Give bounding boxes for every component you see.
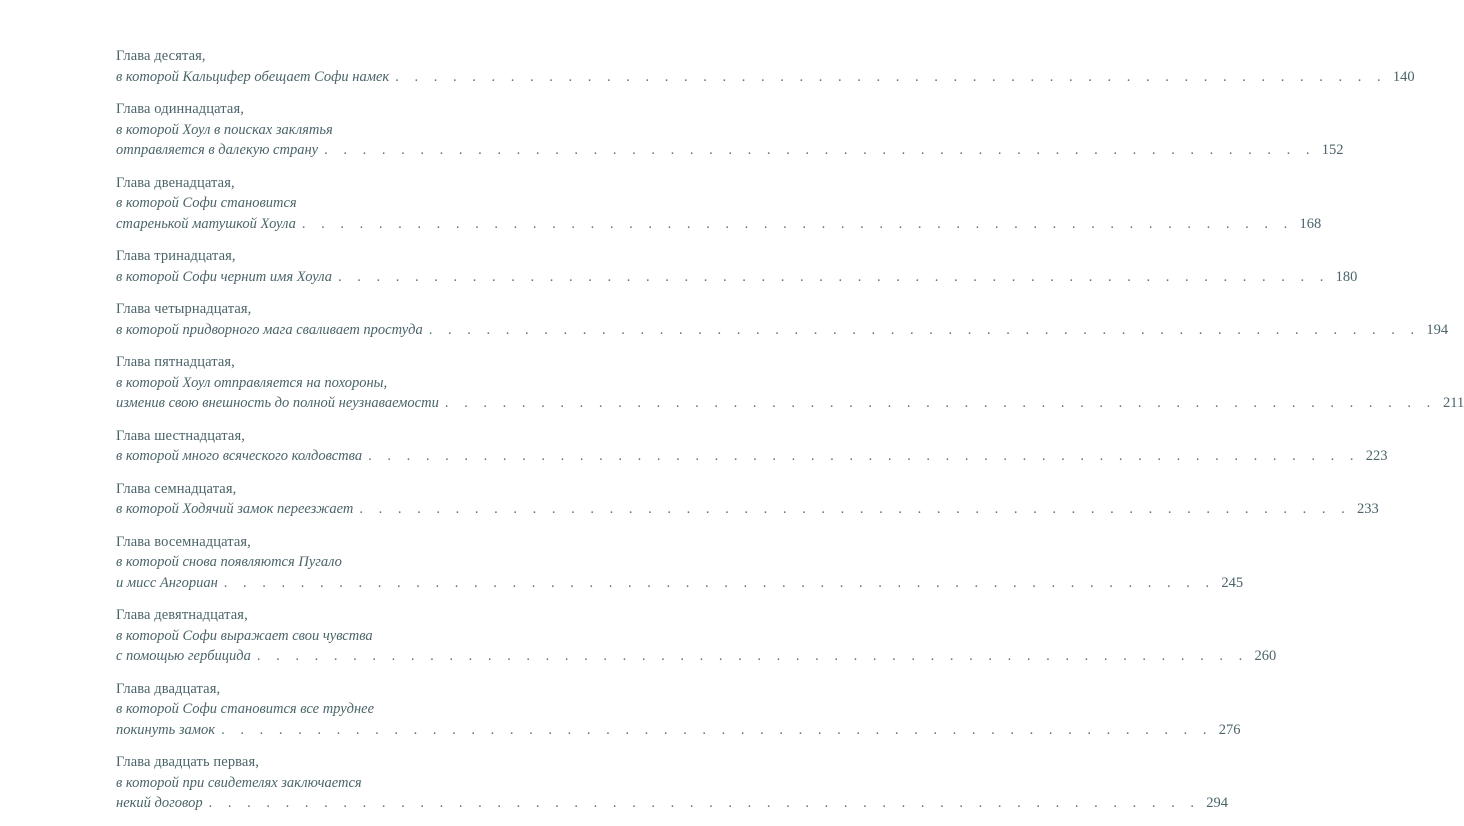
chapter-subtitle-final-line xyxy=(116,67,1415,88)
chapter-title: Глава двенадцатая, xyxy=(116,174,235,191)
dot-leader: . . . . . . . . . . . . . . . . . . . . . . . . . . . . . . . . . . . . . . . . . . . . . . . . . . . . xyxy=(359,501,1351,517)
chapter-title: Глава одиннадцатая, xyxy=(116,101,244,117)
chapter-title: Глава девятнадцатая, xyxy=(116,607,248,623)
chapter-subtitle-line: в которой Ходячий замок переезжает xyxy=(116,501,354,517)
chapter-title: Глава пятнадцатая, xyxy=(116,354,235,370)
toc-entry xyxy=(116,679,1241,741)
chapter-subtitle-line: в которой при свидетелях заключается xyxy=(116,774,362,791)
toc-entry xyxy=(116,46,1415,87)
page-number: 140 xyxy=(1392,68,1415,85)
chapter-subtitle-line: в которой Софи становится все труднее xyxy=(116,701,375,717)
chapter-title: Глава двадцатая, xyxy=(116,680,221,697)
chapter-subtitle-line: некий договор xyxy=(116,795,203,811)
toc-entry xyxy=(116,173,1322,235)
page-number: 211 xyxy=(1442,395,1464,411)
chapter-subtitle-line: изменив свою внешность до полной неузнаваемости xyxy=(116,395,439,411)
chapter-subtitle-final-line xyxy=(116,573,1244,594)
dot-leader: . . . . . . . . . . . . . . . . . . . . . . . . . . . . . . . . . . . . . . . . . . . . . . . . . . . . xyxy=(256,648,1249,664)
page-number: 180 xyxy=(1335,268,1358,285)
chapter-title: Глава шестнадцатая, xyxy=(116,427,245,444)
chapter-subtitle-line: старенькой матушкой Хоула xyxy=(116,215,296,232)
chapter-subtitle-line: в которой Хоул в поисках заклятья xyxy=(116,121,333,138)
chapter-subtitle-final-line xyxy=(116,793,1229,814)
chapter-subtitle-final-line xyxy=(116,267,1358,288)
chapter-subtitle-line: покинуть замок xyxy=(116,721,216,738)
toc-entry xyxy=(116,532,1244,594)
dot-leader: . . . . . . . . . . . . . . . . . . . . . . . . . . . . . . . . . . . . . . . . . . . . . . . . . . . . xyxy=(428,321,1421,338)
chapter-subtitle-line: в которой Хоул отправляется на похороны, xyxy=(116,374,388,391)
chapter-title: Глава восемнадцатая, xyxy=(116,533,251,550)
toc-entry xyxy=(116,426,1388,467)
chapter-subtitle-line: с помощью гербицида xyxy=(116,648,251,664)
page-number: 194 xyxy=(1426,321,1449,338)
page-number: 276 xyxy=(1218,721,1241,738)
chapter-subtitle-line: в которой Софи чернит имя Хоула xyxy=(116,268,333,285)
dot-leader: . . . . . . . . . . . . . . . . . . . . . . . . . . . . . . . . . . . . . . . . . . . . . . . . . . . . xyxy=(444,395,1437,411)
chapter-title: Глава четырнадцатая, xyxy=(116,301,252,317)
page-number: 294 xyxy=(1206,795,1229,811)
toc-entry xyxy=(116,299,1449,340)
toc-entry xyxy=(116,479,1379,520)
chapter-subtitle-final-line xyxy=(116,140,1344,161)
page-number: 233 xyxy=(1357,501,1379,517)
chapter-subtitle-final-line xyxy=(116,320,1449,341)
dot-leader: . . . . . . . . . . . . . . . . . . . . . . . . . . . . . . . . . . . . . . . . . . . . . . . . . . . . xyxy=(338,268,1330,285)
chapter-subtitle-final-line xyxy=(116,214,1322,235)
chapter-subtitle-final-line xyxy=(116,499,1379,520)
dot-leader: . . . . . . . . . . . . . . . . . . . . . . . . . . . . . . . . . . . . . . . . . . . . . . . . . . . . xyxy=(301,215,1294,232)
table-of-contents xyxy=(116,46,1464,826)
chapter-title: Глава десятая, xyxy=(116,48,206,64)
page-number: 168 xyxy=(1299,215,1322,232)
chapter-subtitle-line: в которой снова появляются Пугало xyxy=(116,554,342,570)
chapter-subtitle-line: в которой Софи выражает свои чувства xyxy=(116,627,373,644)
chapter-subtitle-final-line xyxy=(116,393,1464,414)
toc-entry xyxy=(116,752,1229,814)
dot-leader: . . . . . . . . . . . . . . . . . . . . . . . . . . . . . . . . . . . . . . . . . . . . . . . . . . . . xyxy=(223,574,1216,591)
dot-leader: . . . . . . . . . . . . . . . . . . . . . . . . . . . . . . . . . . . . . . . . . . . . . . . . . . . . xyxy=(221,721,1213,738)
chapter-subtitle-line: в которой придворного мага сваливает простуда xyxy=(116,321,423,338)
page-number: 245 xyxy=(1221,574,1244,591)
chapter-subtitle-final-line xyxy=(116,720,1241,741)
chapter-title: Глава семнадцатая, xyxy=(116,480,237,497)
chapter-subtitle-line: и мисс Ангориан xyxy=(116,574,218,591)
chapter-subtitle-line: в которой Софи становится xyxy=(116,195,297,211)
chapter-subtitle-line: в которой Кальцифер обещает Софи намек xyxy=(116,68,390,85)
page-number: 260 xyxy=(1254,648,1277,664)
page-number: 223 xyxy=(1365,448,1388,464)
chapter-subtitle-line: в которой много всяческого колдовства xyxy=(116,448,363,464)
chapter-subtitle-line: отправляется в далекую страну xyxy=(116,142,319,158)
toc-entry xyxy=(116,352,1464,414)
chapter-subtitle-final-line xyxy=(116,446,1388,467)
page-number: 152 xyxy=(1321,142,1344,158)
chapter-title: Глава тринадцатая, xyxy=(116,248,236,264)
dot-leader: . . . . . . . . . . . . . . . . . . . . . . . . . . . . . . . . . . . . . . . . . . . . . . . . . . . . xyxy=(368,448,1360,464)
toc-entry xyxy=(116,246,1358,287)
dot-leader: . . . . . . . . . . . . . . . . . . . . . . . . . . . . . . . . . . . . . . . . . . . . . . . . . . . . xyxy=(324,142,1316,158)
dot-leader: . . . . . . . . . . . . . . . . . . . . . . . . . . . . . . . . . . . . . . . . . . . . . . . . . . . . xyxy=(395,68,1387,85)
chapter-subtitle-final-line xyxy=(116,646,1277,667)
toc-entry xyxy=(116,605,1277,667)
dot-leader: . . . . . . . . . . . . . . . . . . . . . . . . . . . . . . . . . . . . . . . . . . . . . . . . . . . . xyxy=(208,795,1201,811)
toc-entry xyxy=(116,99,1344,161)
chapter-title: Глава двадцать первая, xyxy=(116,754,259,770)
